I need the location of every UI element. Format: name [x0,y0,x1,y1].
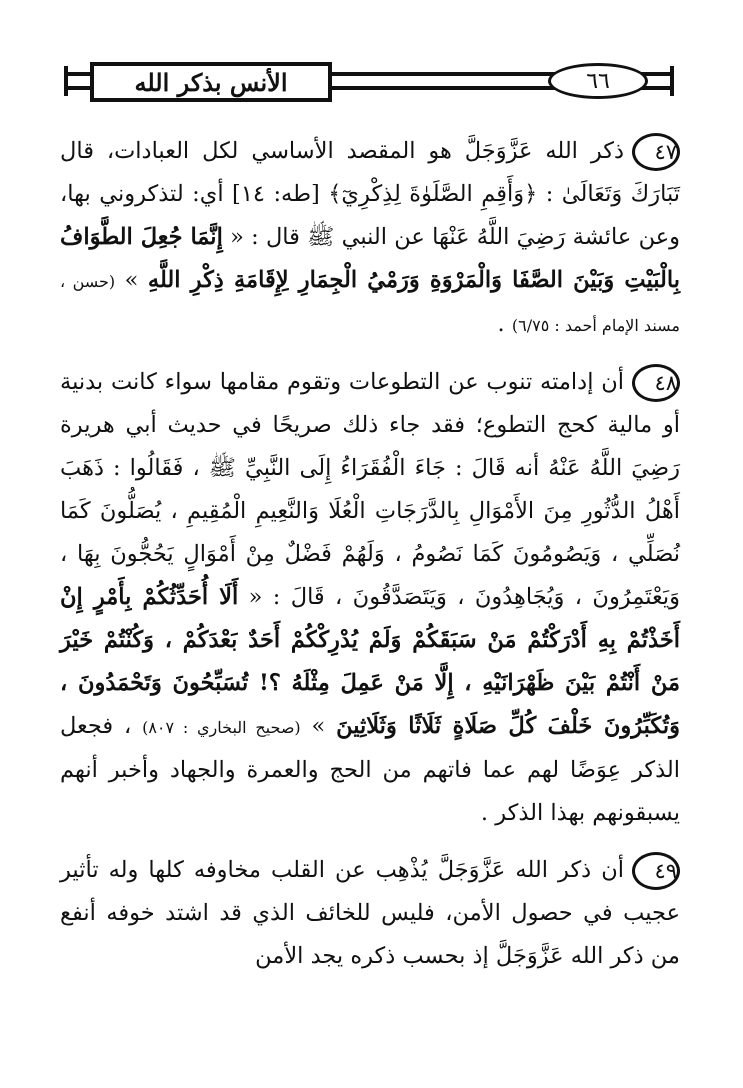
paragraph [60,361,680,835]
citation: (حسن ، مسند الإمام أحمد : ٦/٧٥) [60,272,680,335]
paragraph-number: ٤٧ [632,133,680,171]
paragraph-number: ٤٨ [632,364,680,402]
paragraph [60,849,680,978]
page-body [60,130,680,992]
hadith-text: أَلَا أُحَدِّثُكُمْ بِأَمْرٍ إِنْ أَخَذْتُمْ بِهِ أَدْرَكْتُمْ مَنْ سَبَقَكُمْ وَلَمْ يُدْرِكْكُمْ أَحَدٌ بَعْدَكُمْ ، وَكُنْتُمْ خَيْرَ مَنْ أَنْتُمْ بَيْنَ ظَهْرَانَيْهِ ، إِلَّا مَنْ عَمِلَ مِثْلَهُ ؟! تُسَبِّحُونَ وَتَحْمَدُونَ ، وَتُكَبِّرُونَ خَلْفَ كُلِّ صَلَاةٍ ثَلَاثًا وَثَلَاثِينَ [60,584,680,739]
page-header [64,56,674,106]
body-text: أن إدامته تنوب عن التطوعات وتقوم مقامها سواء كانت بدنية أو مالية كحج التطوع؛ فقد جاء ذلك صريحًا في حديث أبي هريرة رَضِيَ اللَّهُ عَنْهُ أنه قَالَ : جَاءَ الْفُقَرَاءُ إِلَى النَّبِيِّ ﷺ ، فَقَالُوا : ذَهَبَ أَهْلُ الدُّثُورِ مِنَ الأَمْوَالِ بِالدَّرَجَاتِ الْعُلَا وَالنَّعِيمِ الْمُقِيمِ ، يُصَلُّونَ كَمَا نُصَلِّي ، وَيَصُومُونَ كَمَا نَصُومُ ، وَلَهُمْ فَضْلٌ مِنْ أَمْوَالٍ يَحُجُّونَ بِهَا ، وَيَعْتَمِرُونَ ، وَيُجَاهِدُونَ ، وَيَتَصَدَّقُونَ ، قَالَ : « [60,369,680,610]
paragraph [60,130,680,347]
body-text: » [300,713,337,739]
page-number: ٦٦ [548,63,648,99]
hadith-text: إِنَّمَا جُعِلَ الطَّوَافُ بِالْبَيْتِ وَبَيْنَ الصَّفَا وَالْمَرْوَةِ وَرَمْيُ الْجِمَارِ لِإِقَامَةِ ذِكْرِ اللَّهِ [60,224,680,293]
body-text: أن ذكر الله عَزَّوَجَلَّ يُذْهِب عن القلب مخاوفه كلها وله تأثير عجيب في حصول الأمن، فليس للخائف الذي قد اشتد خوفه أنفع من ذكر الله عَزَّوَجَلَّ إذ بحسب ذكره يجد الأمن [60,857,680,969]
header-rule-left-end [64,66,68,96]
book-title: الأنس بذكر الله [90,62,332,102]
body-text: » [115,267,148,293]
header-rule-right-end [670,66,674,96]
paragraph-number: ٤٩ [632,852,680,890]
body-text: ، فجعل الذكر عِوَضًا لهم عما فاتهم من الحج والعمرة والجهاد وأخبر أنهم يسبقونهم بهذا الذكر . [60,713,680,826]
body-text: . [497,311,512,337]
citation: (صحيح البخاري : ٨٠٧) [142,718,301,737]
body-text: ذكر الله عَزَّوَجَلَّ هو المقصد الأساسي لكل العبادات، قال تَبَارَكَ وَتَعَالَىٰ : ﴿وَأَقِمِ الصَّلَوٰةَ لِذِكْرِيٓ﴾ [طه: ١٤] أي: لتذكروني بها، وعن عائشة رَضِيَ اللَّهُ عَنْهَا عن النبي ﷺ قال : « [60,138,680,250]
